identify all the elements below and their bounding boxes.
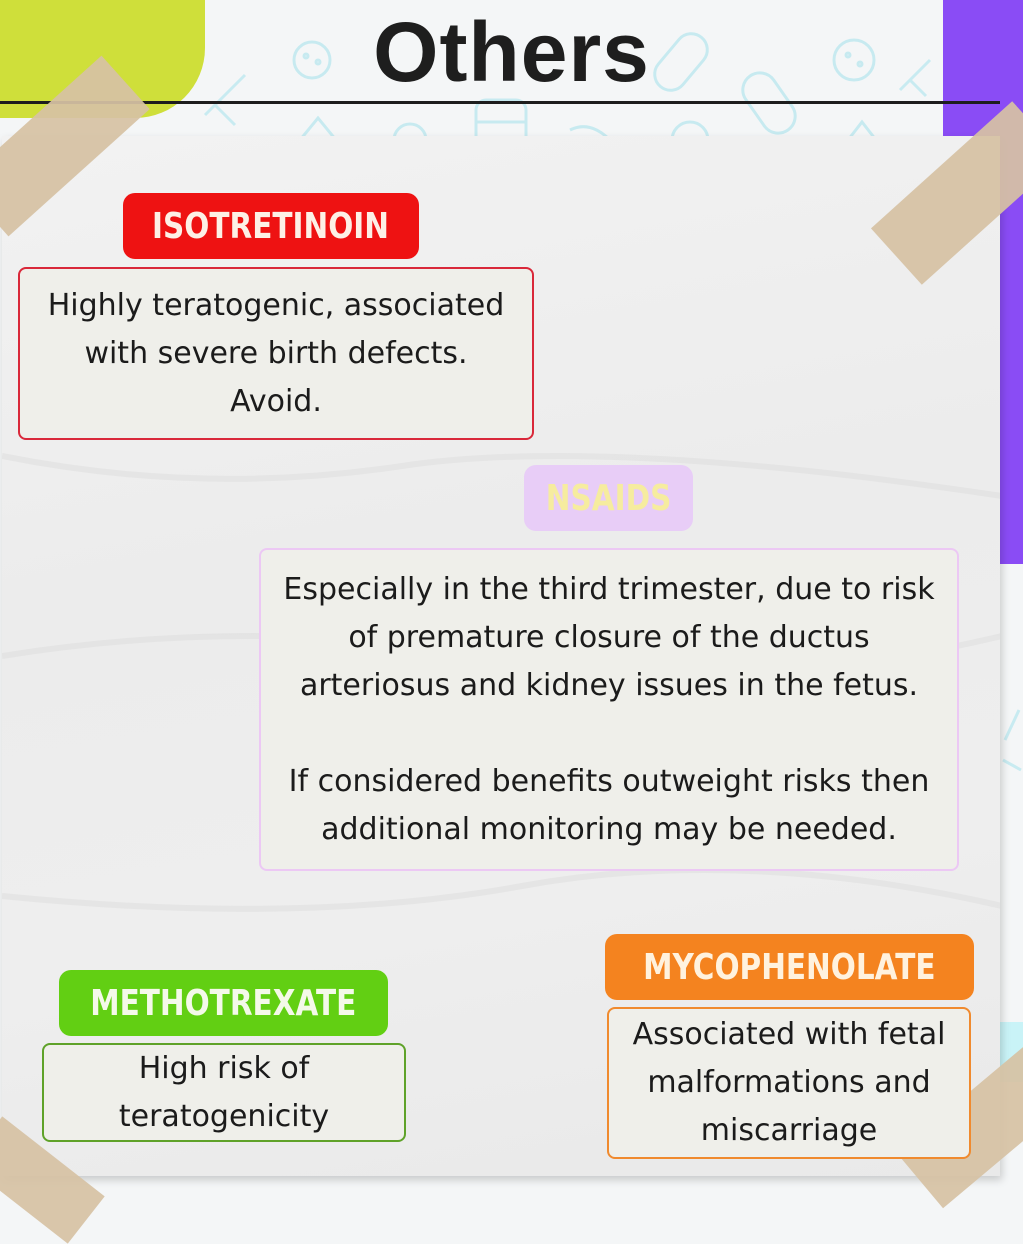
methotrexate-label: METHOTREXATE: [90, 982, 357, 1024]
mycophenolate-badge: [605, 934, 974, 1000]
nsaids-description: [259, 548, 959, 871]
page-title: Others: [373, 5, 650, 99]
description-line: teratogenicity: [118, 1098, 330, 1134]
methotrexate-badge: [59, 970, 388, 1036]
description-line: Especially in the third trimester, due to risk: [283, 571, 935, 607]
description-line: arteriosus and kidney issues in the fetus.: [299, 667, 919, 703]
description-line: miscarriage: [700, 1113, 878, 1148]
description-line: with severe birth defects.: [84, 335, 468, 371]
description-line: High risk of: [138, 1050, 310, 1086]
methotrexate-description: [42, 1043, 406, 1142]
description-line: additional monitoring may be needed.: [321, 811, 897, 847]
nsaids-label: NSAIDS: [545, 477, 672, 519]
description-line: malformations and: [647, 1065, 931, 1100]
description-line: Associated with fetal: [632, 1017, 946, 1052]
mycophenolate-label: MYCOPHENOLATE: [643, 946, 936, 988]
title-underline: [0, 101, 1000, 104]
nsaids-badge: [524, 465, 693, 531]
isotretinoin-description: [18, 267, 534, 440]
paragraph-gap: [261, 710, 957, 758]
description-line: Highly teratogenic, associated: [47, 287, 505, 323]
syringe-icon: [1003, 710, 1021, 770]
description-line: Avoid.: [230, 383, 322, 419]
description-line: If considered benefits outweight risks then: [288, 763, 930, 799]
description-line: of premature closure of the ductus: [348, 619, 870, 655]
isotretinoin-label: ISOTRETINOIN: [152, 205, 390, 247]
mycophenolate-description: [607, 1007, 971, 1159]
isotretinoin-badge: [123, 193, 419, 259]
